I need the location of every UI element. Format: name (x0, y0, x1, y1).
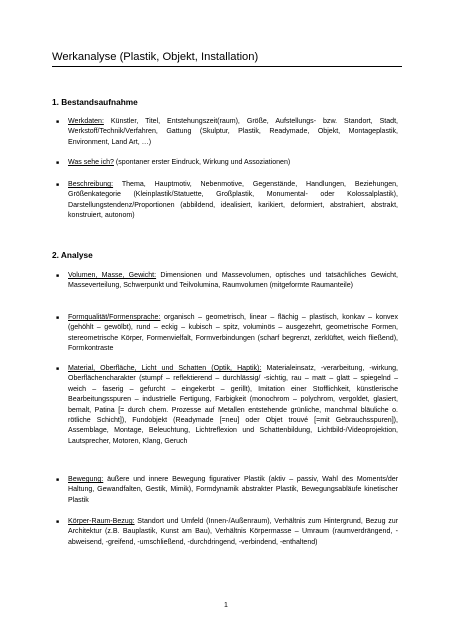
item-term: Formqualität/Formensprache: (68, 314, 161, 321)
item-text: (spontaner erster Eindruck, Wirkung und Assoziationen) (113, 159, 291, 166)
list-item-was-sehe-ich (56, 158, 398, 168)
item-text: organisch – geometrisch, linear – flächig – plastisch, konkav – konvex (gehöhlt – gewölbt), rund – eckig – kubisch – spitz, voluminös – ausgezehrt, geometrische Formen, stereometrische Körper, Formenvielfalt, Formverbindungen (scharf begrenzt, zerklüftet, weich fließend), Formkontraste (68, 314, 398, 353)
list-item-beschreibung (56, 180, 398, 222)
item-text: Materialeinsatz, -verarbeitung, -wirkung, Oberflächencharakter (stumpf – reflektierend – durchlässig/ -sichtig, rau – matt – glatt – spiegelnd – weich – faserig – gefurcht – eingekerbt – gerillt), Imitation einer Stofflichkeit, künstlerische Bearbeitungsspuren – industrielle Fertigung, Farbigkeit (monochrom – polychrom, vergoldet, glasiert, bemalt, Patina [= durch chem. Prozesse auf Metallen entstehende grünliche, manchmal bläuliche o. rötliche Schicht]), Fundobjekt (Readymade [=neu] oder Objet trouvé [=mit Gebrauchsspuren]), Assemblage, Montage, Beleuchtung, Lichtreflexion und Schattenbildung, Lichtbild-/Videoprojektion, Lautsprecher, Motoren, Klang, Geruch (68, 365, 399, 445)
item-term: Material, Oberfläche, Licht und Schatten (Optik, Haptik): (68, 365, 262, 372)
item-term: Was sehe ich? (68, 159, 114, 166)
item-term: Körper-Raum-Bezug: (68, 518, 135, 525)
bullet-icon: ■ (56, 273, 60, 279)
bullet-icon: ■ (56, 182, 60, 188)
bullet-icon: ■ (56, 477, 60, 483)
section-heading-bestandsaufnahme: 1. Bestandsaufnahme (52, 97, 138, 107)
item-text: Standort und Umfeld (Innen-/Außenraum), Verhältnis zum Hintergrund, Bezug zur Architektur (z.B. Bauplastik, Kunst am Bau), Verhältnis Körpermasse – Umraum (raumverdrängend, -abweisend, -greifend, -umschließend, -durchdringend, -verbindend, -enthaltend) (68, 518, 398, 546)
list-item-material (56, 364, 399, 447)
item-term: Volumen, Masse, Gewicht: (68, 272, 157, 279)
bullet-icon: ■ (56, 119, 60, 125)
page-title: Werkanalyse (Plastik, Objekt, Installation) (52, 50, 402, 67)
list-item-werkdaten (56, 117, 398, 148)
item-term: Beschreibung: (68, 181, 114, 188)
page-number: 1 (224, 602, 228, 609)
item-text: Thema, Hauptmotiv, Nebenmotive, Gegenstände, Handlungen, Beziehungen, Größenkategorie (Kleinplastik/Statuette, Großplastik, Monumental- oder Kolossalplastik), Darstellungstendenz/Proportionen (abbildend, idealisiert, karikiert, deformiert, abstrahiert, abstrakt, konstruiert, autonom) (68, 181, 398, 220)
item-text: Künstler, Titel, Entstehungszeit(raum), Größe, Aufstellungs- bzw. Standort, Stadt, Werkstoff/Technik/Verfahren, Gattung (Skulptur, Plastik, Readymade, Objekt, Montageplastik, Environment, Land Art, …) (68, 118, 398, 146)
list-item-bewegung (56, 475, 398, 506)
list-item-koerper-raum-bezug (56, 517, 398, 548)
bullet-icon: ■ (56, 519, 60, 525)
item-text: Dimensionen und Massevolumen, optisches und tatsächliches Gewicht, Masseverteilung, Schwerpunkt und Teilvolumina, Raumvolumen (mitgeformte Raumanteile) (68, 272, 398, 290)
bullet-icon: ■ (56, 160, 60, 166)
section-heading-analyse: 2. Analyse (52, 250, 93, 260)
item-text: äußere und innere Bewegung figurativer Plastik (aktiv – passiv, Wahl des Moments/der Haltung, Gewandfalten, Gestik, Mimik), Formdynamik abstrakter Plastik, Bewegungsabläufe kinetischer Plastik (68, 476, 398, 504)
bullet-icon: ■ (56, 315, 60, 321)
list-item-formqualitaet (56, 313, 398, 355)
list-item-volumen (56, 271, 398, 292)
item-term: Bewegung: (68, 476, 104, 483)
item-term: Werkdaten: (68, 118, 104, 125)
bullet-icon: ■ (56, 366, 60, 372)
